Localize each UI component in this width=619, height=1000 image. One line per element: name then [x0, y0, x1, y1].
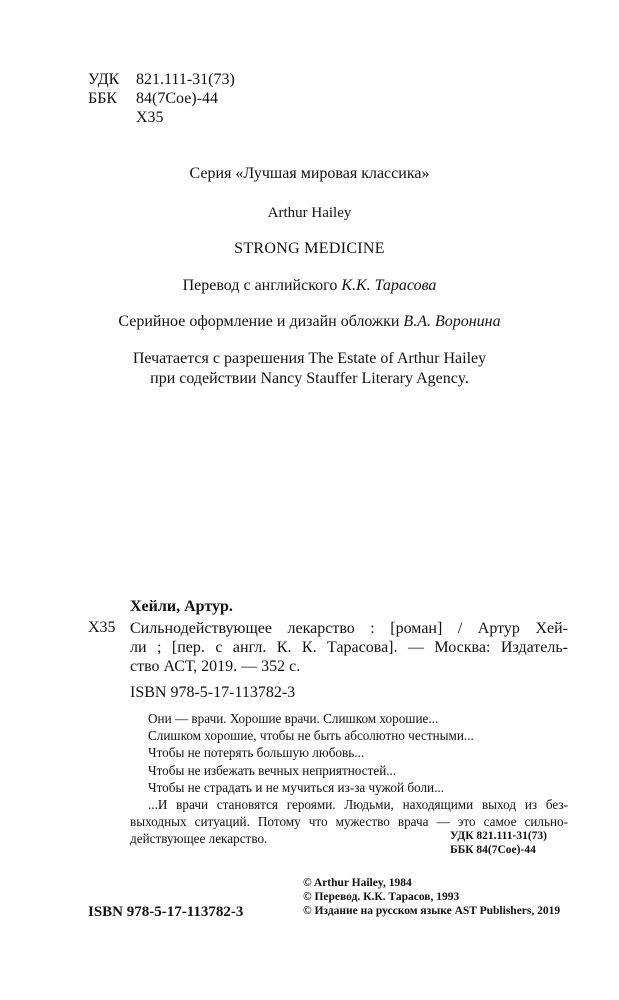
description-line: Сильнодействующее лекарство : [роман] / Артур Хей- — [130, 620, 568, 637]
annotation-line: Чтобы не потерять большую любовь... — [148, 745, 365, 761]
title-english: STRONG MEDICINE — [234, 240, 385, 257]
series-line: Серия «Лучшая мировая классика» — [189, 165, 430, 182]
catalog-isbn: ISBN 978-5-17-113782-3 — [130, 684, 296, 701]
udk-row — [88, 70, 235, 89]
copyright-line: © Перевод. К.К. Тарасов, 1993 — [303, 891, 460, 903]
udk-label: УДК — [88, 71, 120, 88]
catalog-description — [130, 619, 568, 676]
annotation — [130, 710, 568, 848]
design-line — [0, 313, 619, 331]
permission-line: Печатается с разрешения The Estate of Arthur Hailey — [132, 350, 487, 367]
copyright-block — [303, 876, 560, 918]
designer-name: В.А. Воронина — [403, 313, 501, 330]
translation-prefix: Перевод с английского — [182, 277, 342, 294]
copyright-line: © Издание на русском языке AST Publishers, 2019 — [303, 905, 561, 917]
author-mark: Х35 — [136, 109, 164, 126]
translation-line — [0, 277, 619, 295]
annotation-line: Чтобы не страдать и не мучиться из-за чужой боли... — [148, 779, 444, 795]
bbk-row — [88, 89, 235, 108]
bbk-value: 84(7Сое)-44 — [136, 90, 218, 107]
annotation-line: Они — врачи. Хорошие врачи. Слишком хорошие... — [148, 711, 439, 726]
udk-value: 821.111-31(73) — [136, 71, 235, 88]
description-line: ство АСТ, 2019. — 352 с. — [130, 658, 301, 675]
permission-line: при содействии Nancy Stauffer Literary Agency. — [150, 370, 469, 387]
bbk-label: ББК — [88, 90, 118, 107]
catalog-codes — [450, 829, 547, 857]
catalog-udk: УДК 821.111-31(73) — [450, 830, 547, 842]
annotation-line: Слишком хорошие, чтобы не быть абсолютно честными... — [148, 728, 474, 744]
permission-block — [0, 349, 619, 389]
annotation-line: Чтобы не избежать вечных неприятностей... — [148, 762, 397, 778]
translator-name: К.К. Тарасова — [341, 277, 437, 294]
copyright-line: © Arthur Hailey, 1984 — [303, 877, 412, 889]
bottom-isbn: ISBN 978-5-17-113782-3 — [88, 904, 244, 920]
catalog-bbk: ББК 84(7Сое)-44 — [450, 844, 536, 856]
description-line: ли ; [пер. с англ. К. К. Тарасова]. — Москва: Издатель- — [130, 639, 568, 656]
annotation-line: действующее лекарство. — [130, 831, 268, 847]
catalog-author-heading: Хейли, Артур. — [130, 598, 233, 615]
annotation-line: ...И врачи становятся героями. Людьми, находящими выход из без- — [148, 797, 568, 813]
author-english: Arthur Hailey — [267, 205, 352, 221]
catalog-author-mark: Х35 — [88, 619, 116, 636]
design-prefix: Серийное оформление и дизайн обложки — [118, 313, 404, 330]
annotation-line: выходных ситуаций. Потому что мужество врача — это самое сильно- — [130, 814, 568, 830]
classification-block — [88, 70, 235, 127]
author-mark-row — [88, 108, 235, 127]
